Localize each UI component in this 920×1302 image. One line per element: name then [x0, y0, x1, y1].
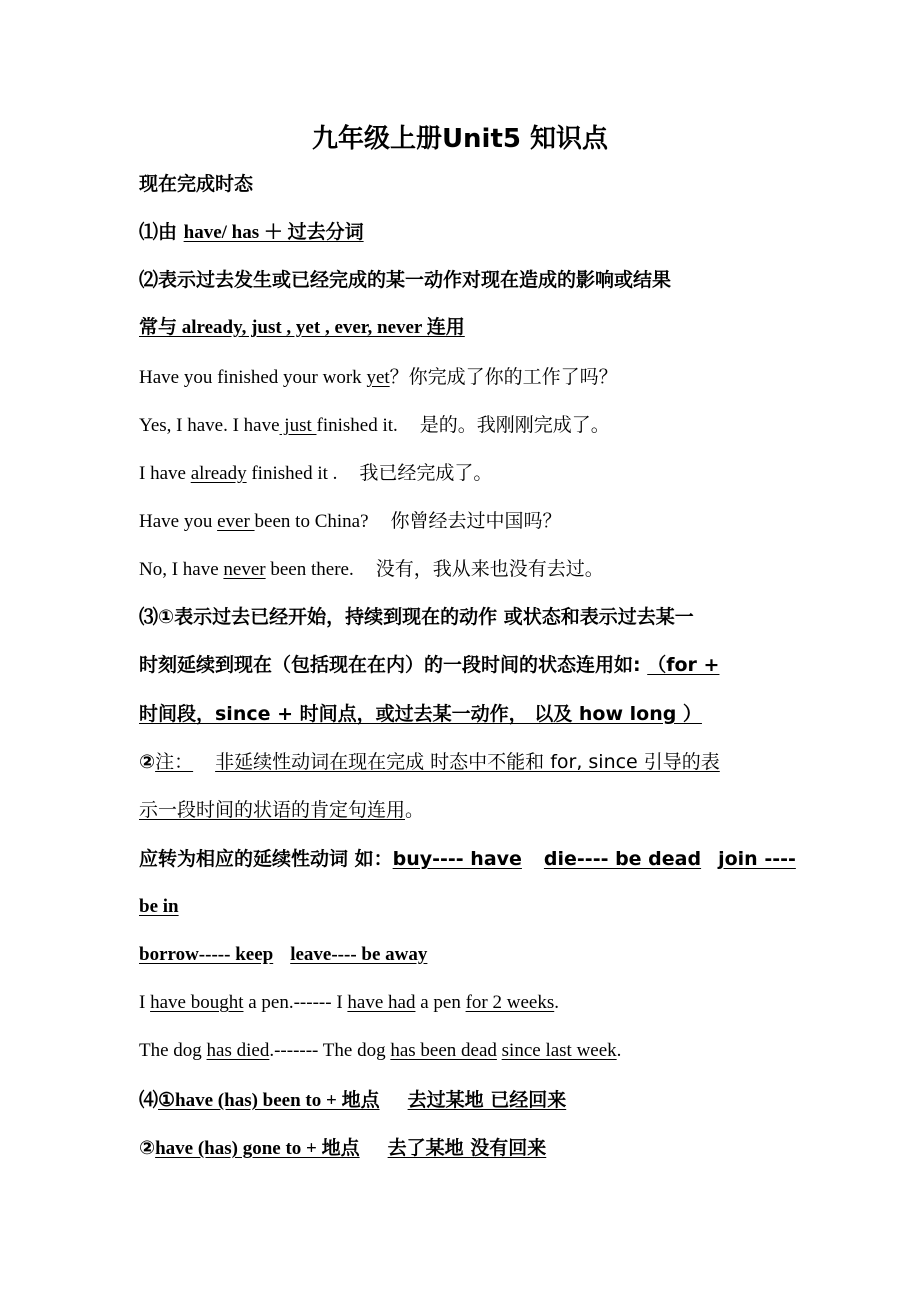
- example-4-keyword: ever: [217, 511, 255, 532]
- example-7-u2: has been dead: [390, 1040, 497, 1061]
- note-text: 非延续性动词在现在完成 时态中不能和 for, since 引导的表: [215, 751, 720, 773]
- section-heading: 现在完成时态: [139, 173, 254, 195]
- rule-4-been-to-meaning: 去过某地 已经回来: [407, 1089, 567, 1111]
- verb-pairs-intro: 应转为相应的延续性动词 如：: [139, 848, 393, 870]
- note-mark: ②: [139, 751, 156, 773]
- note-line-cont: [139, 796, 424, 824]
- rule-1-number: ⑴由: [139, 221, 184, 243]
- rule-3-cont: [139, 651, 719, 679]
- example-5: [139, 555, 604, 584]
- example-6-d: .: [554, 992, 559, 1013]
- rule-3-text: ①表示过去已经开始，持续到现在的动作 或状态和表示过去某一: [158, 606, 694, 628]
- example-6-a: I: [139, 992, 151, 1013]
- rule-4-b-mark: ②: [139, 1137, 156, 1159]
- rule-4-number: ⑷: [139, 1089, 159, 1111]
- example-6-u2: have had: [347, 992, 416, 1013]
- verb-pair-join: join ----: [718, 848, 796, 870]
- example-5-keyword: never: [223, 559, 266, 580]
- example-6-u3: for 2 weeks: [465, 992, 555, 1013]
- rule-4-b: [139, 1134, 546, 1163]
- example-2-en-b: finished it.: [316, 415, 398, 436]
- example-1-en: Have you finished your work: [139, 367, 367, 388]
- example-5-cn: 没有，我从来也没有去过。: [375, 558, 604, 580]
- rule-1: [139, 218, 364, 247]
- example-7-u3: since last week: [501, 1040, 617, 1061]
- example-6-b: a pen.------ I: [243, 992, 348, 1013]
- rule-3-number: ⑶: [139, 606, 159, 628]
- example-2-en-a: Yes, I have. I have: [139, 415, 280, 436]
- verb-pair-join-cont: be in: [139, 896, 179, 917]
- example-1-cn: ？你完成了你的工作了吗？: [389, 366, 618, 388]
- example-1-keyword: yet: [366, 367, 390, 388]
- example-2: [139, 411, 610, 440]
- note-label: 注：: [155, 751, 194, 773]
- example-4-cn: 你曾经去过中国吗？: [390, 510, 562, 532]
- note-line: [139, 748, 720, 776]
- note-text-cont: 示一段时间的状语的肯定句连用: [139, 799, 406, 821]
- page-title: 九年级上册Unit5 知识点: [311, 124, 609, 154]
- example-4-en-b: been to China?: [254, 511, 369, 532]
- rule-3-for-phrase: （for +: [647, 654, 720, 676]
- verb-pairs-1: [139, 845, 796, 873]
- example-7-a: The dog: [139, 1040, 207, 1061]
- verb-pair-buy: buy---- have: [392, 848, 522, 870]
- note-end: 。: [405, 799, 425, 821]
- rule-4-been-to: ①have (has) been to + 地点: [158, 1090, 380, 1111]
- example-7-b: .------- The dog: [269, 1040, 391, 1061]
- example-5-en-b: been there.: [265, 559, 354, 580]
- example-5-en-a: No, I have: [139, 559, 224, 580]
- rule-2: ⑵表示过去发生或已经完成的某一动作对现在造成的影响或结果: [139, 269, 672, 291]
- example-7-d: .: [616, 1040, 622, 1061]
- verb-pairs-2: [139, 941, 427, 969]
- example-6-u1: have bought: [150, 992, 244, 1013]
- verb-pair-borrow: borrow----- keep: [139, 944, 274, 965]
- rule-2-adverbs: 常与 already, just , yet , ever, never 连用: [139, 317, 465, 338]
- rule-3-cont-text: 时刻延续到现在（包括现在在内）的一段时间的状态连用如:: [139, 654, 648, 676]
- example-6-c: a pen: [415, 992, 466, 1013]
- example-3-en-a: I have: [139, 463, 191, 484]
- rule-1-formula: have/ has ＋ 过去分词: [183, 222, 364, 243]
- example-2-cn: 是的。我刚刚完成了。: [419, 414, 610, 436]
- example-7-u1: has died: [206, 1040, 270, 1061]
- rule-3: [139, 603, 694, 631]
- rule-3-time-phrases: 时间段，since + 时间点，或过去某一动作， 以及 how long ）: [139, 703, 702, 725]
- verb-pair-die: die---- be dead: [543, 848, 702, 870]
- example-4: [139, 507, 562, 536]
- rule-4-gone-to: have (has) gone to + 地点: [155, 1138, 360, 1159]
- rule-4: [139, 1086, 566, 1115]
- example-3: [139, 459, 492, 488]
- example-1: [139, 363, 618, 392]
- verb-pair-leave: leave---- be away: [290, 944, 428, 965]
- example-4-en-a: Have you: [139, 511, 218, 532]
- example-7: [139, 1037, 621, 1065]
- example-6: [139, 989, 559, 1017]
- example-3-keyword: already: [190, 463, 247, 484]
- example-2-keyword: just: [279, 415, 317, 436]
- rule-4-gone-to-meaning: 去了某地 没有回来: [387, 1137, 547, 1159]
- example-3-en-b: finished it .: [246, 463, 338, 484]
- example-3-cn: 我已经完成了。: [359, 462, 493, 484]
